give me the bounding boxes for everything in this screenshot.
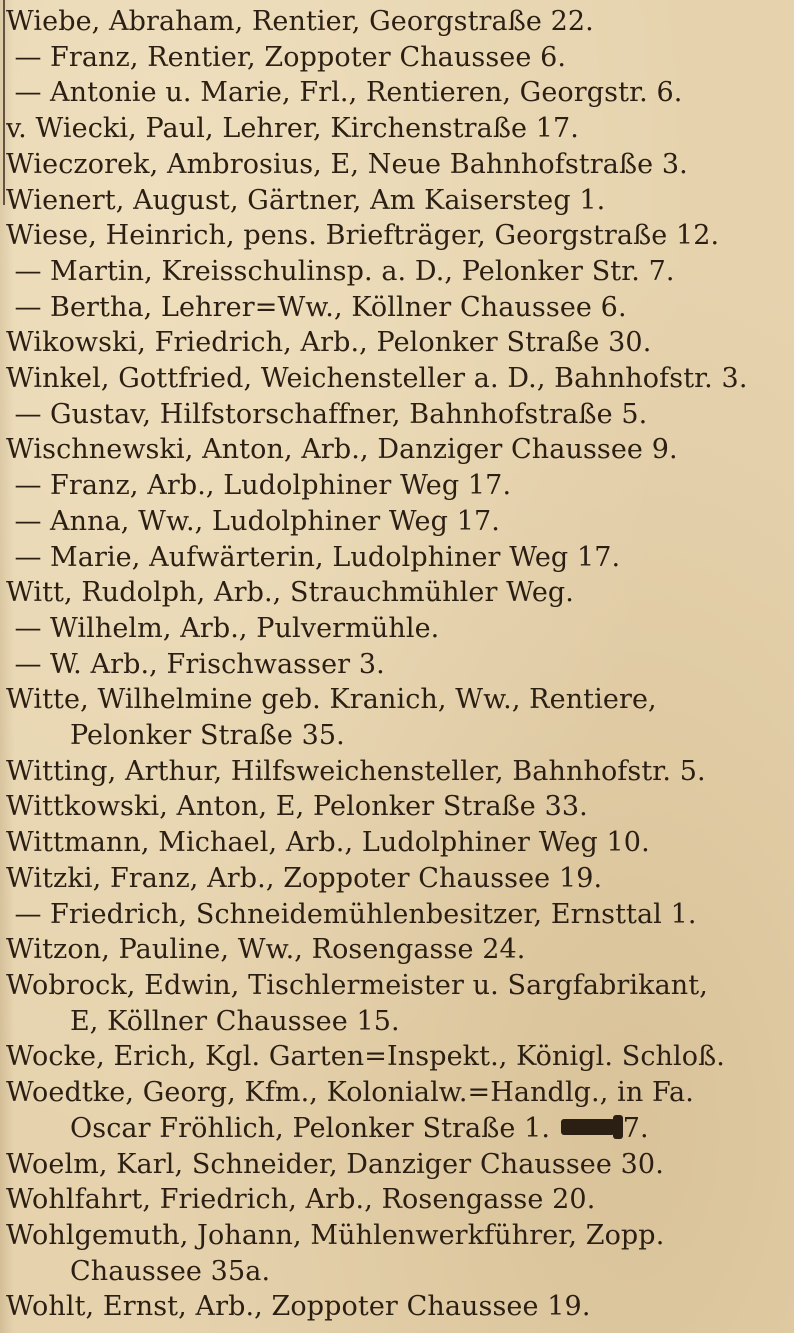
directory-entry: [6, 540, 780, 576]
entry-text: Antonie u. Marie, Frl., Rentieren, Georgstr. 6.: [50, 77, 683, 109]
entry-text: Wieczorek, Ambrosius, E, Neue Bahnhofstraße 3.: [6, 148, 688, 180]
entry-text: Wocke, Erich, Kgl. Garten=Inspekt., Königl. Schloß.: [6, 1041, 725, 1073]
directory-entry: [6, 754, 780, 790]
left-margin-rule: [3, 0, 5, 205]
ditto-dash: —: [14, 41, 42, 73]
directory-entry: [6, 290, 780, 326]
entry-text: W. Arb., Frischwasser 3.: [50, 648, 385, 680]
entry-text: v. Wiecki, Paul, Lehrer, Kirchenstraße 17.: [6, 113, 579, 145]
entry-text: Wohlt, Ernst, Arb., Zoppoter Chaussee 19.: [6, 1291, 591, 1323]
ditto-dash: —: [14, 505, 42, 537]
ditto-dash: —: [14, 648, 42, 680]
directory-entry: [6, 183, 780, 219]
continuation-text: Chaussee 35a.: [70, 1255, 271, 1287]
entry-text: Witte, Wilhelmine geb. Kranich, Ww., Rentiere,: [6, 684, 657, 716]
directory-entry: [6, 1218, 780, 1289]
entry-text: Wittkowski, Anton, E, Pelonker Straße 33.: [6, 791, 588, 823]
entry-text: Woedtke, Georg, Kfm., Kolonialw.=Handlg., in Fa.: [6, 1077, 694, 1109]
directory-entry: [6, 932, 780, 968]
directory-entry: [6, 1039, 780, 1075]
ditto-dash: —: [14, 255, 42, 287]
directory-entry: [6, 825, 780, 861]
entry-continuation: [6, 1004, 780, 1040]
entry-text: Marie, Aufwärterin, Ludolphiner Weg 17.: [50, 541, 621, 573]
continuation-text: E, Köllner Chaussee 15.: [70, 1005, 400, 1037]
directory-entry: [6, 575, 780, 611]
directory-entry: [6, 647, 780, 683]
entry-text: Franz, Rentier, Zoppoter Chaussee 6.: [50, 41, 567, 73]
directory-entry: [6, 325, 780, 361]
continuation-text: Pelonker Straße 35.: [70, 720, 345, 752]
entry-text: Anna, Ww., Ludolphiner Weg 17.: [50, 505, 500, 537]
directory-entry: [6, 897, 780, 933]
ditto-dash: —: [14, 77, 42, 109]
directory-entry: [6, 682, 780, 753]
directory-entry: [6, 4, 780, 40]
entry-text: Winkel, Gottfried, Weichensteller a. D., Bahnhofstr. 3.: [6, 363, 748, 395]
entry-text: Wobrock, Edwin, Tischlermeister u. Sargfabrikant,: [6, 969, 708, 1001]
directory-entry: [6, 40, 780, 76]
telephone-number: 7.: [622, 1112, 649, 1144]
ditto-dash: —: [14, 612, 42, 644]
directory-entry: [6, 789, 780, 825]
directory-entry: [6, 218, 780, 254]
entry-text: Wiese, Heinrich, pens. Briefträger, Georgstraße 12.: [6, 220, 720, 252]
directory-entry: [6, 968, 780, 1039]
entry-continuation: [6, 718, 780, 754]
directory-entry: [6, 432, 780, 468]
directory-entry: [6, 611, 780, 647]
directory-entry: [6, 361, 780, 397]
entry-text: Wohlfahrt, Friedrich, Arb., Rosengasse 20.: [6, 1184, 596, 1216]
ditto-dash: —: [14, 398, 42, 430]
directory-entry: [6, 1182, 780, 1218]
telephone-mark-icon: [561, 1119, 619, 1135]
entry-text: Witzon, Pauline, Ww., Rosengasse 24.: [6, 934, 526, 966]
entry-text: Martin, Kreisschulinsp. a. D., Pelonker Str. 7.: [50, 255, 675, 287]
directory-entry: [6, 861, 780, 897]
directory-entry: [6, 111, 780, 147]
entry-text: Franz, Arb., Ludolphiner Weg 17.: [50, 470, 512, 502]
directory-entry: [6, 1147, 780, 1183]
entry-text: Witzki, Franz, Arb., Zoppoter Chaussee 19.: [6, 862, 603, 894]
entry-text: Wittmann, Michael, Arb., Ludolphiner Weg 10.: [6, 827, 650, 859]
ditto-dash: —: [14, 898, 42, 930]
directory-entry: [6, 504, 780, 540]
entry-text: Friedrich, Schneidemühlenbesitzer, Ernsttal 1.: [50, 898, 697, 930]
directory-entry: [6, 468, 780, 504]
entry-text: Wischnewski, Anton, Arb., Danziger Chaussee 9.: [6, 434, 678, 466]
directory-entry: [6, 75, 780, 111]
entry-text: Wiebe, Abraham, Rentier, Georgstraße 22.: [6, 6, 594, 37]
entry-text: Wikowski, Friedrich, Arb., Pelonker Straße 30.: [6, 327, 652, 359]
ditto-dash: —: [14, 291, 42, 323]
entry-continuation: [6, 1254, 780, 1290]
entry-text: Wohlgemuth, Johann, Mühlenwerkführer, Zopp.: [6, 1219, 665, 1251]
continuation-text: Oscar Fröhlich, Pelonker Straße 1.: [70, 1112, 551, 1144]
directory-entry: [6, 397, 780, 433]
entry-text: Witting, Arthur, Hilfsweichensteller, Bahnhofstr. 5.: [6, 755, 706, 787]
directory-entries: [6, 4, 780, 1325]
directory-entry: [6, 1075, 780, 1146]
directory-entry: [6, 254, 780, 290]
entry-text: Bertha, Lehrer=Ww., Köllner Chaussee 6.: [50, 291, 627, 323]
entry-text: Wilhelm, Arb., Pulvermühle.: [50, 612, 440, 644]
ditto-dash: —: [14, 541, 42, 573]
directory-entry: [6, 1289, 780, 1325]
entry-text: Witt, Rudolph, Arb., Strauchmühler Weg.: [6, 577, 574, 609]
entry-text: Woelm, Karl, Schneider, Danziger Chaussee 30.: [6, 1148, 664, 1180]
entry-continuation: [6, 1111, 780, 1147]
entry-text: Gustav, Hilfstorschaffner, Bahnhofstraße 5.: [50, 398, 648, 430]
entry-text: Wienert, August, Gärtner, Am Kaisersteg 1.: [6, 184, 606, 216]
directory-entry: [6, 147, 780, 183]
ditto-dash: —: [14, 470, 42, 502]
